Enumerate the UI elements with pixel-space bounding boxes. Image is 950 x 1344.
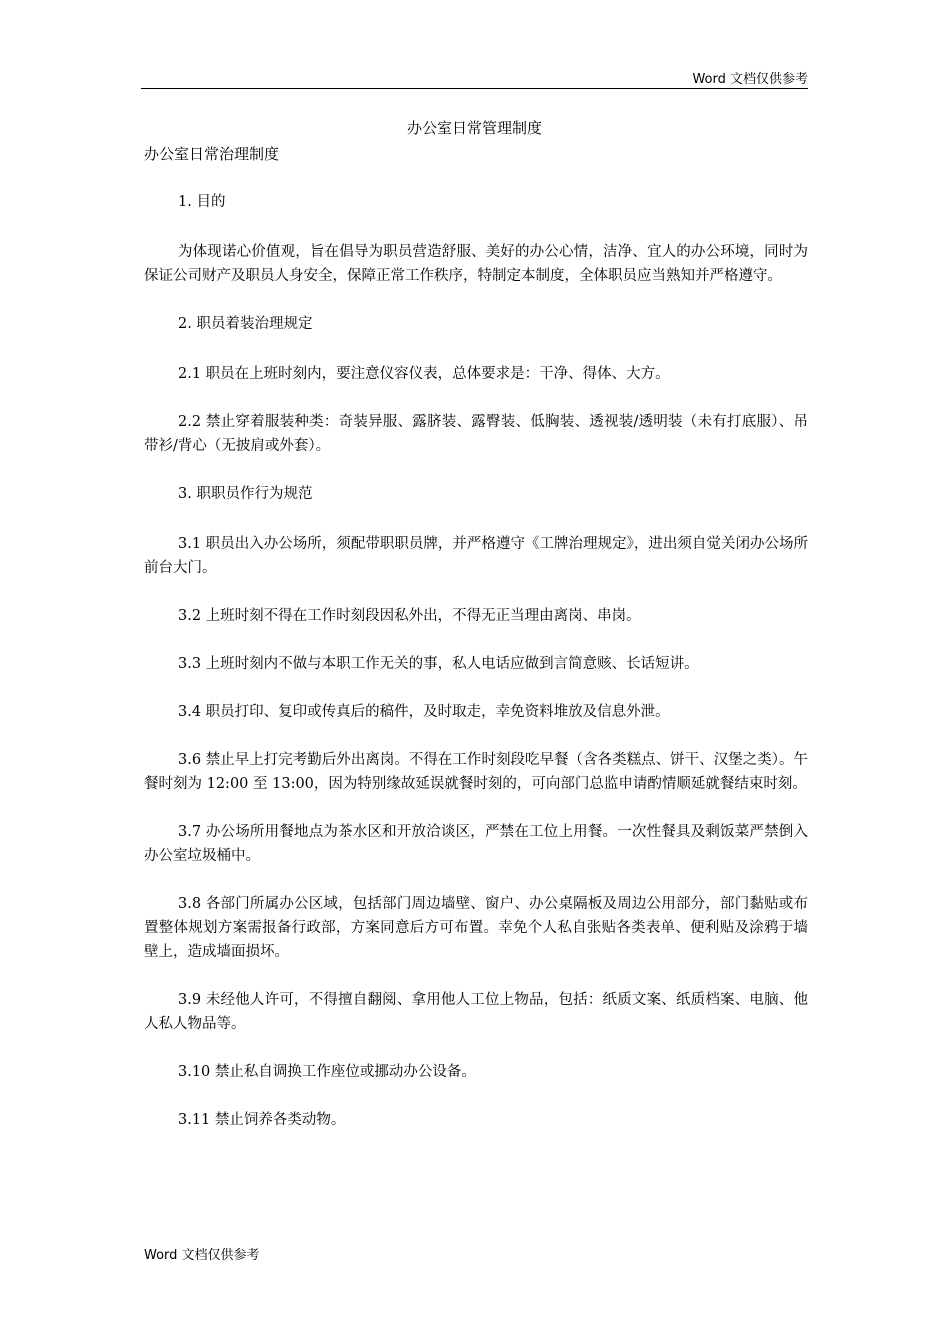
paragraph-3-7: 3.7 办公场所用餐地点为茶水区和开放洽谈区，严禁在工位上用餐。一次性餐具及剩饭菜严禁倒入办公室垃圾桶中。 (144, 824, 808, 864)
paragraph-3-1: 3.1 职员出入办公场所，须配带职职员牌，并严格遵守《工牌治理规定》，进出须自觉关闭办公场所前台大门。 (144, 536, 808, 576)
paragraph-3-2: 3.2 上班时刻不得在工作时刻段因私外出，不得无正当理由离岗、串岗。 (178, 608, 641, 624)
paragraph-3-9: 3.9 未经他人许可，不得擅自翻阅、拿用他人工位上物品，包括：纸质文案、纸质档案、电脑、他人私人物品等。 (144, 992, 808, 1032)
section-heading-conduct: 3. 职职员作行为规范 (178, 486, 313, 502)
paragraph-3-11: 3.11 禁止饲养各类动物。 (178, 1112, 346, 1128)
paragraph-3-4: 3.4 职员打印、复印或传真后的稿件，及时取走，幸免资料堆放及信息外泄。 (178, 704, 670, 720)
header-text: Word 文档仅供参考 (692, 72, 808, 87)
document-subtitle: 办公室日常治理制度 (144, 145, 280, 163)
section-heading-dress-code: 2. 职员着装治理规定 (178, 316, 313, 332)
document-body (144, 190, 808, 1156)
paragraph-3-6: 3.6 禁止早上打完考勤后外出离岗。不得在工作时刻段吃早餐（含各类糕点、饼干、汉堡之类）。午餐时刻为 12:00 至 13:00，因为特别缘故延误就餐时刻的，可向部门总监申请酌情顺延就餐结束时刻。 (144, 752, 808, 792)
paragraph-2-2: 2.2 禁止穿着服装种类：奇装异服、露脐装、露臀装、低胸装、透视装/透明装（未有打底服）、吊带衫/背心（无披肩或外套）。 (144, 414, 808, 454)
paragraph-3-10: 3.10 禁止私自调换工作座位或挪动办公设备。 (178, 1064, 476, 1080)
paragraph-3-8: 3.8 各部门所属办公区域，包括部门周边墙壁、窗户、办公桌隔板及周边公用部分，部门黏贴或布置整体规划方案需报备行政部，方案同意后方可布置。幸免个人私自张贴各类表单、便利贴及涂鸦于墙壁上，造成墙面损坏。 (144, 896, 808, 960)
paragraph-3-3: 3.3 上班时刻内不做与本职工作无关的事，私人电话应做到言简意赅、长话短讲。 (178, 656, 699, 672)
paragraph-2-1: 2.1 职员在上班时刻内，要注意仪容仪表，总体要求是：干净、得体、大方。 (178, 366, 670, 382)
paragraph-purpose: 为体现诺心价值观，旨在倡导为职员营造舒服、美好的办公心情，洁净、宜人的办公环境，同时为保证公司财产及职员人身安全，保障正常工作秩序，特制定本制度，全体职员应当熟知并严格遵守。 (144, 244, 808, 284)
page-header (141, 62, 808, 89)
section-heading-purpose: 1. 目的 (178, 194, 226, 210)
document-title: 办公室日常管理制度 (406, 119, 542, 137)
page-footer: Word 文档仅供参考 (144, 1248, 260, 1263)
